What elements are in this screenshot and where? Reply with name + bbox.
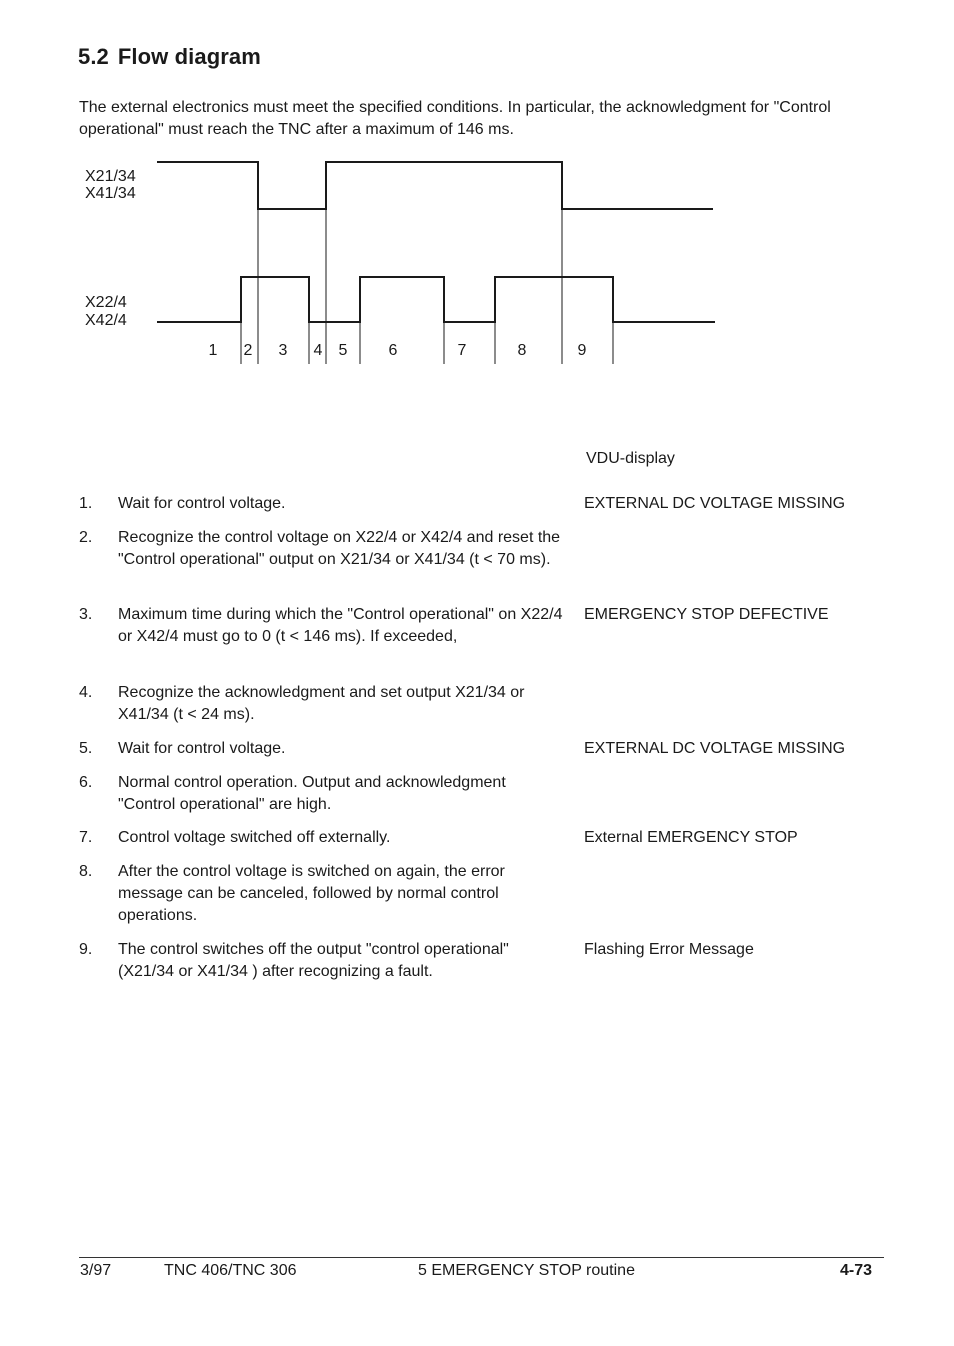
footer-page-number: 4-73 — [840, 1262, 873, 1279]
phase-number: 3 — [278, 342, 288, 359]
step-description: Control voltage switched off externally. — [118, 829, 391, 846]
step-description: Wait for control voltage. — [118, 740, 286, 757]
timing-diagram — [0, 0, 954, 400]
phase-numbers — [209, 342, 587, 359]
intro-paragraph: The external electronics must meet the specified conditions. In particular, the acknowledgment for "Control operational" must reach the TNC after a maximum of 146 ms. — [79, 99, 831, 138]
phase-number: 9 — [577, 342, 587, 359]
signal-bottom-label-1: X22/4 — [85, 294, 127, 311]
signal-top-label-2: X41/34 — [85, 185, 136, 202]
step-description: Recognize the acknowledgment and set output X21/34 or X41/34 (t < 24 ms). — [118, 684, 525, 723]
step-number: 1. — [79, 495, 93, 512]
step-vdu-message: EMERGENCY STOP DEFECTIVE — [584, 606, 829, 623]
footer-divider — [79, 1257, 884, 1258]
step-number: 6. — [79, 774, 93, 791]
phase-number: 2 — [243, 342, 253, 359]
vdu-display-heading: VDU-display — [586, 450, 675, 467]
section-title: Flow diagram — [117, 44, 261, 69]
step-description: Normal control operation. Output and acknowledgment "Control operational" are high. — [118, 774, 506, 813]
step-number: 3. — [79, 606, 93, 623]
phase-number: 4 — [313, 342, 323, 359]
footer-model: TNC 406/TNC 306 — [164, 1262, 297, 1279]
section-number: 5.2 — [78, 44, 109, 69]
phase-number: 6 — [388, 342, 398, 359]
step-description: After the control voltage is switched on again, the error message can be canceled, followed by normal control operations. — [118, 863, 505, 924]
step-vdu-message: EXTERNAL DC VOLTAGE MISSING — [584, 495, 846, 512]
signal-top-label-1: X21/34 — [85, 168, 136, 185]
signal-x21-x41-waveform — [157, 162, 713, 209]
step-number: 2. — [79, 529, 93, 546]
step-vdu-message: Flashing Error Message — [584, 941, 754, 958]
footer-date: 3/97 — [80, 1262, 112, 1279]
step-description: Wait for control voltage. — [118, 495, 286, 512]
step-vdu-message: External EMERGENCY STOP — [584, 829, 798, 846]
step-number: 7. — [79, 829, 93, 846]
footer-chapter: 5 EMERGENCY STOP routine — [418, 1262, 635, 1279]
step-number: 9. — [79, 941, 93, 958]
phase-number: 1 — [208, 342, 218, 359]
phase-number: 8 — [517, 342, 527, 359]
step-number: 4. — [79, 684, 93, 701]
step-description: Recognize the control voltage on X22/4 or X42/4 and reset the "Control operational" output on X21/34 or X41/34 (t < 70 ms). — [118, 529, 561, 568]
step-description: The control switches off the output "control operational" (X21/34 or X41/34 ) after recognizing a fault. — [118, 941, 509, 980]
step-number: 8. — [79, 863, 93, 880]
step-vdu-message: EXTERNAL DC VOLTAGE MISSING — [584, 740, 846, 757]
step-description: Maximum time during which the "Control operational" on X22/4 or X42/4 must go to 0 (t < 146 ms). If exceeded, — [118, 606, 563, 645]
phase-number: 7 — [457, 342, 467, 359]
phase-divider-lines — [241, 162, 613, 364]
signal-bottom-label-2: X42/4 — [85, 312, 127, 329]
phase-number: 5 — [338, 342, 348, 359]
step-number: 5. — [79, 740, 93, 757]
